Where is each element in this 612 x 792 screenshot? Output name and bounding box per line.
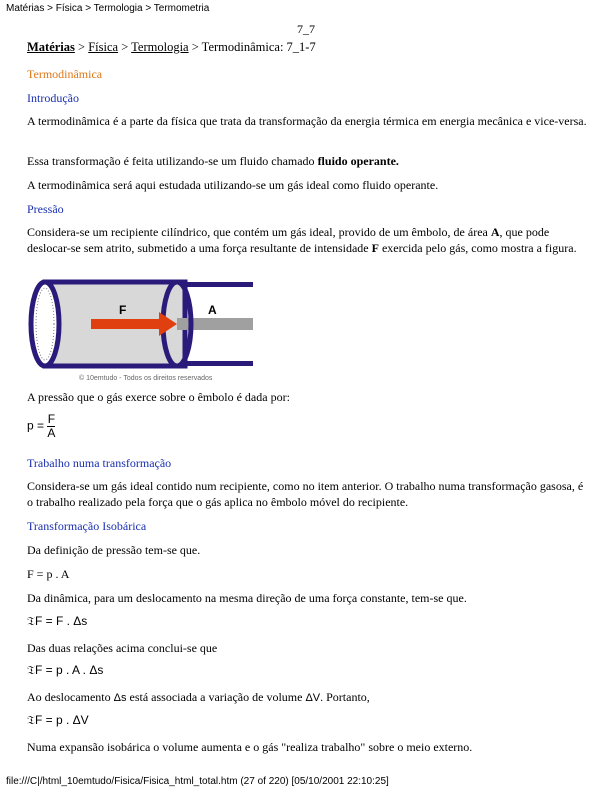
- heading-introducao: Introdução: [27, 91, 79, 105]
- trabalho-paragraph-1: Considera-se um gás ideal contido num recipiente, como no item anterior. O trabalho numa transformação gasosa, é o trabalho realizado pela força que o gás aplica no êmbolo móvel do recipiente.: [27, 479, 584, 509]
- figure-label-f: F: [119, 303, 127, 317]
- pressao-paragraph-1: [27, 224, 587, 256]
- breadcrumb-separator: >: [74, 40, 89, 54]
- p5-text-a: Ao deslocamento: [27, 690, 114, 704]
- cylinder-figure: [27, 278, 253, 387]
- heading-trabalho: Trabalho numa transformação: [27, 456, 172, 470]
- figure-label-a: A: [208, 303, 217, 317]
- fluido-operante-term: fluido operante.: [317, 154, 399, 168]
- pressao-text-a: Considera-se um recipiente cilíndrico, que contém um gás ideal, provido de um êmbolo, de área: [27, 225, 491, 239]
- formula-numerator: F: [47, 412, 56, 426]
- delta-s-symbol: Δs: [113, 692, 127, 704]
- breadcrumb-fisica-link[interactable]: Física: [88, 40, 119, 54]
- cylinder-diagram: [27, 278, 253, 382]
- intro-paragraph-2: [27, 153, 587, 169]
- isobarica-paragraph-4: Das duas relações acima conclui-se que: [27, 641, 218, 655]
- work-formula-1: 𝔗F = F . Δs: [27, 614, 88, 628]
- isobarica-paragraph-6: Numa expansão isobárica o volume aumenta e o gás "realiza trabalho" sobre o meio externo.: [27, 740, 473, 754]
- breadcrumb-current: > Termodinâmica: 7_1-7: [188, 40, 316, 54]
- p5-text-b: está associada a variação de volume: [126, 690, 306, 704]
- intro-paragraph-3: A termodinâmica será aqui estudada utilizando-se um gás ideal como fluido operante.: [27, 178, 439, 192]
- breadcrumb-materias-link[interactable]: Matérias: [27, 40, 75, 54]
- heading-isobarica: Transformação Isobárica: [27, 519, 147, 533]
- breadcrumb: [27, 40, 316, 55]
- figure-copyright: © 10emtudo - Todos os direitos reservados: [79, 375, 213, 382]
- formula-fraction: [47, 413, 55, 440]
- isobarica-paragraph-1: Da definição de pressão tem-se que.: [27, 543, 201, 557]
- isobarica-formula-force: F = p . A: [27, 567, 70, 581]
- breadcrumb-separator: >: [118, 40, 132, 54]
- pressao-text-c: , que pode deslocar-se sem atrito, submetido a uma força resultante de intensidade: [27, 225, 550, 255]
- p5-text-c: . Portanto,: [320, 690, 370, 704]
- area-symbol: A: [490, 225, 500, 239]
- breadcrumb-termologia-link[interactable]: Termologia: [131, 40, 189, 54]
- heading-pressao: Pressão: [27, 202, 64, 216]
- intro-paragraph-2-text: Essa transformação é feita utilizando-se um fluido chamado: [27, 154, 318, 168]
- work-formula-2: 𝔗F = p . A . Δs: [27, 663, 104, 677]
- formula-lhs: p =: [27, 418, 45, 433]
- pressao-text-e: exercida pelo gás, como mostra a figura.: [378, 241, 577, 255]
- isobarica-paragraph-3: Da dinâmica, para um deslocamento na mesma direção de uma força constante, tem-se que.: [27, 591, 467, 605]
- section-title: Termodinâmica: [27, 67, 103, 81]
- isobarica-paragraph-5: [27, 689, 587, 706]
- delta-v-symbol: ΔV: [305, 692, 321, 704]
- force-arrow: [91, 319, 161, 329]
- print-header: Matérias > Física > Termologia > Termometria: [6, 3, 210, 14]
- pressao-paragraph-2: A pressão que o gás exerce sobre o êmbolo é dada por:: [27, 390, 290, 404]
- pressure-formula: [27, 413, 55, 440]
- work-formula-3: 𝔗F = p . ΔV: [27, 713, 89, 727]
- formula-denominator: A: [47, 426, 56, 440]
- intro-paragraph-1: A termodinâmica é a parte da física que trata da transformação da energia térmica em energia mecânica e vice-versa.: [27, 114, 587, 128]
- force-symbol: F: [371, 241, 379, 255]
- print-footer: file:///C|/html_10emtudo/Fisica/Fisica_html_total.htm (27 of 220) [05/10/2001 22:10:25]: [6, 776, 389, 787]
- page-number: 7_7: [297, 22, 315, 36]
